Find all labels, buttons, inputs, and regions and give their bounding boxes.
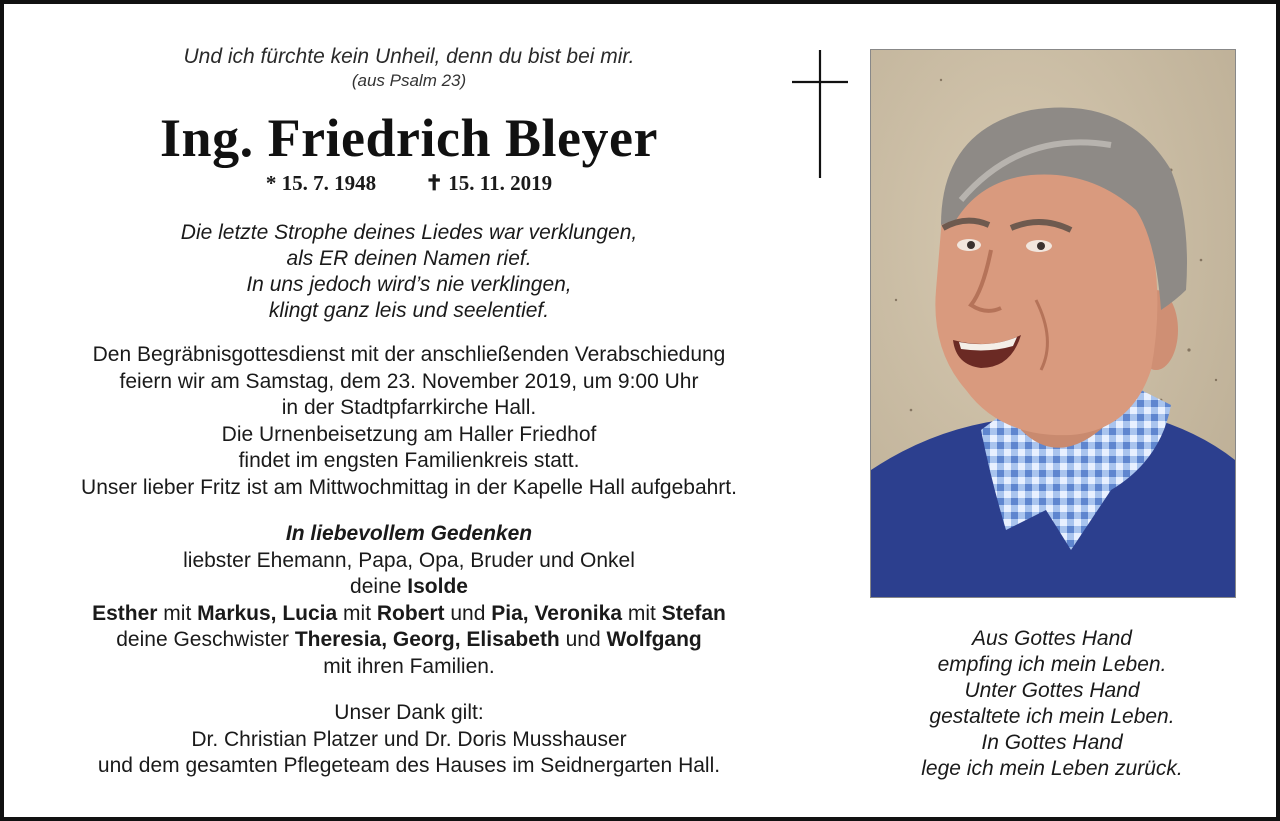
life-dates: [34, 170, 784, 196]
child-name: Robert: [376, 601, 445, 625]
sibling-names: Theresia, Georg, Elisabeth: [294, 628, 560, 651]
poem-line: lege ich mein Leben zurück.: [921, 757, 1183, 780]
deceased-name: Ing. Friedrich Bleyer: [160, 108, 658, 168]
siblings-line: [34, 627, 784, 654]
verse-line: als ER deinen Namen rief.: [286, 247, 532, 270]
death-date: ✝ 15. 11. 2019: [425, 171, 553, 195]
portrait-photo: [870, 49, 1236, 598]
thanks-line: Dr. Christian Platzer und Dr. Doris Musshauser: [191, 727, 627, 751]
connector-word: mit: [337, 601, 377, 625]
motto-line: Und ich fürchte kein Unheil, denn du bist bei mir.: [183, 45, 635, 68]
poem-line: Aus Gottes Hand: [972, 627, 1132, 650]
motto-source: (aus Psalm 23): [351, 71, 467, 90]
child-name: Esther: [92, 601, 158, 625]
announcement-line: feiern wir am Samstag, dem 23. November 2019, um 9:00 Uhr: [119, 369, 699, 393]
sibling-name-last: Wolfgang: [606, 628, 702, 651]
thanks-line: Unser Dank gilt:: [334, 701, 484, 724]
birth-date: * 15. 7. 1948: [265, 171, 377, 195]
connector-word: mit: [157, 601, 198, 625]
children-line: [34, 601, 784, 628]
connector-word: mit: [622, 601, 662, 625]
portrait-illustration: [871, 50, 1235, 597]
closing-poem: [870, 626, 1234, 782]
poem-line: In Gottes Hand: [981, 731, 1123, 754]
poem-line: empfing ich mein Leben.: [937, 653, 1167, 676]
relation-line: liebster Ehemann, Papa, Opa, Bruder und Onkel: [183, 548, 635, 572]
siblings-prefix: deine Geschwister: [116, 628, 295, 651]
announcement-line: Unser lieber Fritz ist am Mittwochmittag in der Kapelle Hall aufgebahrt.: [81, 475, 737, 499]
thanks-line: und dem gesamten Pflegeteam des Hauses im Seidnergarten Hall.: [97, 754, 721, 777]
families-line: mit ihren Familien.: [323, 654, 495, 678]
thanks-block: [34, 700, 784, 780]
mourners-block: [34, 521, 784, 680]
announcement-line: Die Urnenbeisetzung am Haller Friedhof: [221, 422, 597, 446]
wife-prefix: deine: [350, 575, 408, 598]
connector-word: und: [559, 628, 607, 651]
latin-cross-icon: [792, 50, 848, 178]
poem-line: Unter Gottes Hand: [964, 679, 1140, 702]
verse-line: klingt ganz leis und seelentief.: [268, 299, 550, 322]
announcement-line: findet im engsten Familienkreis statt.: [238, 449, 580, 472]
verse-line: Die letzte Strophe deines Liedes war verklungen,: [180, 221, 638, 244]
memorial-verse: [34, 220, 784, 324]
announcement-line: in der Stadtpfarrkirche Hall.: [281, 396, 537, 419]
funeral-announcement: [34, 342, 784, 501]
obituary-text-column: [34, 44, 784, 780]
poem-line: gestaltete ich mein Leben.: [929, 705, 1175, 728]
announcement-line: Den Begräbnisgottesdienst mit der anschließenden Verabschiedung: [92, 343, 726, 366]
memorial-heading: In liebevollem Gedenken: [285, 522, 533, 545]
verse-line: In uns jedoch wird’s nie verklingen,: [246, 273, 572, 296]
child-name: Pia, Veronika: [491, 601, 623, 625]
child-name: Stefan: [661, 601, 726, 625]
connector-word: und: [444, 601, 492, 625]
wife-line: [34, 574, 784, 601]
child-name: Markus, Lucia: [197, 601, 338, 625]
wife-name: Isolde: [407, 575, 468, 598]
